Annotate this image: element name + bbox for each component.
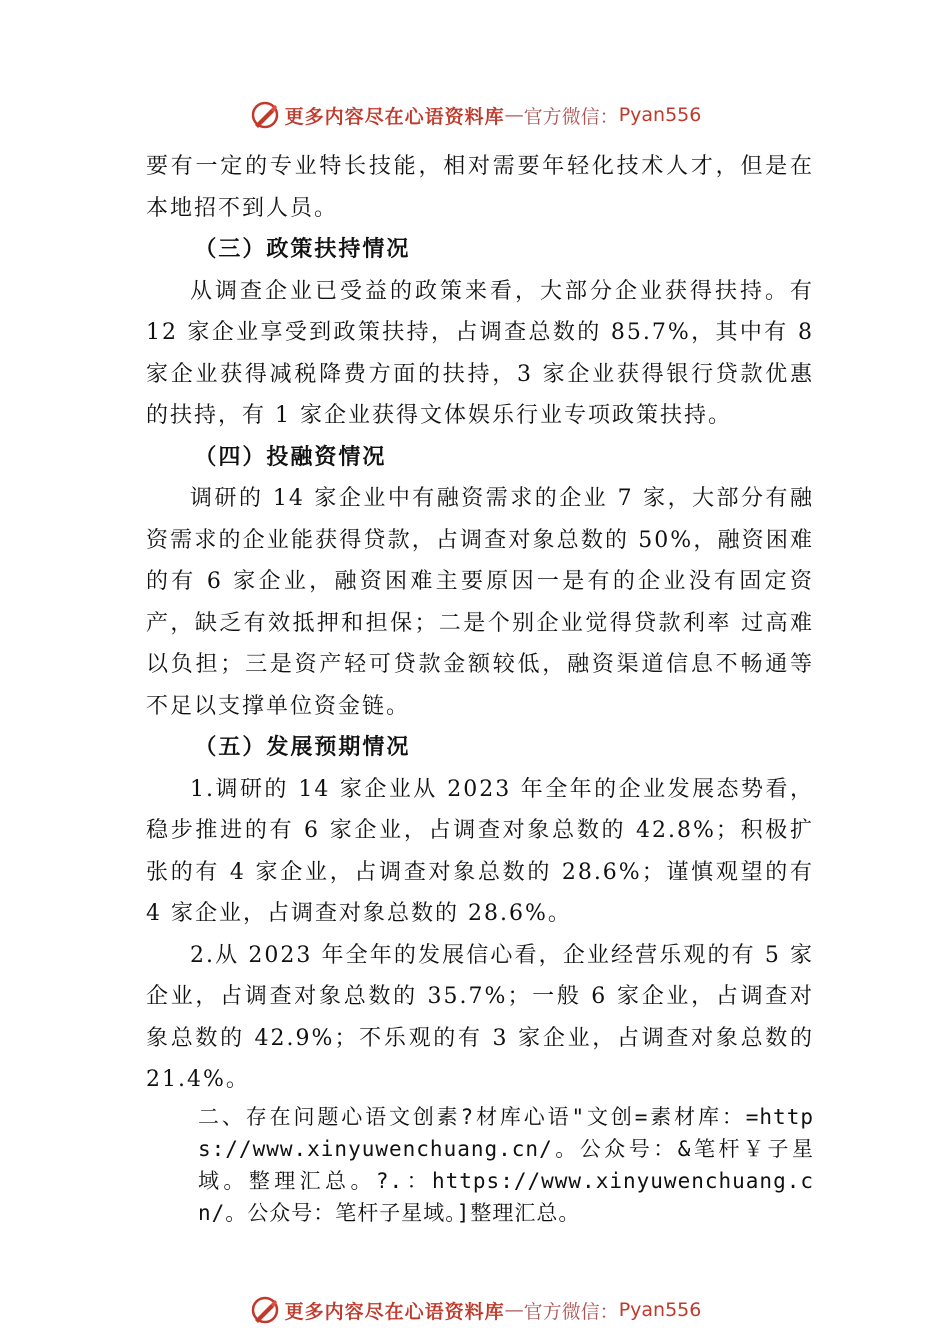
header-banner bbox=[0, 95, 950, 135]
banner-brand: 更多内容尽在心语资料库 bbox=[284, 105, 505, 128]
section-heading-outlook: （五）发展预期情况 bbox=[194, 734, 411, 760]
footer-banner bbox=[0, 1290, 950, 1330]
banner-brand: 更多内容尽在心语资料库 bbox=[284, 1300, 505, 1323]
section-heading-financing: （四）投融资情况 bbox=[194, 443, 387, 470]
banner-official: 官方微信： bbox=[523, 1300, 619, 1323]
banner-official: 官方微信： bbox=[523, 105, 619, 128]
banner-separator: — bbox=[504, 1299, 524, 1321]
section-heading-policy: （三）政策扶持情况 bbox=[194, 236, 411, 262]
document-body bbox=[146, 146, 814, 1229]
pen-logo-icon bbox=[249, 1294, 281, 1326]
pen-logo-icon bbox=[249, 99, 281, 131]
paragraph-policy: 从调查企业已受益的政策来看，大部分企业获得扶持。有 12 家企业享受到政策扶持，占调查总数的 85.7%，其中有 8 家企业获得减税降费方面的扶持，3 家企业获得银行贷款优惠的扶持，有 1 家企业获得文体娱乐行业专项政策扶持。 bbox=[146, 278, 814, 428]
paragraph-outlook-confidence: 2.从 2023 年全年的发展信心看，企业经营乐观的有 5 家企业，占调查对象总数的 35.7%；一般 6 家企业，占调查对象总数的 42.9%；不乐观的有 3 家企业，占调查对象总数的 21.4%。 bbox=[146, 942, 814, 1092]
banner-wechat-id: Pyan556 bbox=[618, 1299, 702, 1321]
paragraph-continuation: 要有一定的专业特长技能，相对需要年轻化技术人才，但是在本地招不到人员。 bbox=[146, 154, 814, 221]
paragraph-financing: 调研的 14 家企业中有融资需求的企业 7 家，大部分有融资需求的企业能获得贷款，占调查对象总数的 50%，融资困难的有 6 家企业，融资困难主要原因一是有的企业没有固定资产，缺乏有效抵押和担保；二是个别企业觉得贷款利率 过高难以负担；三是资产轻可贷款金额较低，融资渠道信息不畅通等不足以支撑单位资金链。 bbox=[146, 486, 814, 719]
paragraph-problems: 二、存在问题心语文创素?材库心语"文创=素材库：=https://www.xinyuwenchuang.cn/。公众号：&笔杆￥子星域。整理汇总。?.：https://www.xinyuwenchuang.cn/。公众号：笔杆子星域。]整理汇总。 bbox=[198, 1104, 814, 1225]
banner-wechat-id: Pyan556 bbox=[618, 104, 702, 126]
banner-separator: — bbox=[504, 104, 524, 126]
paragraph-outlook-trend: 1.调研的 14 家企业从 2023 年全年的企业发展态势看，稳步推进的有 6 家企业，占调查对象总数的 42.8%；积极扩张的有 4 家企业，占调查对象总数的 28.6%；谨慎观望的有 4 家企业，占调查对象总数的 28.6%。 bbox=[146, 776, 814, 926]
